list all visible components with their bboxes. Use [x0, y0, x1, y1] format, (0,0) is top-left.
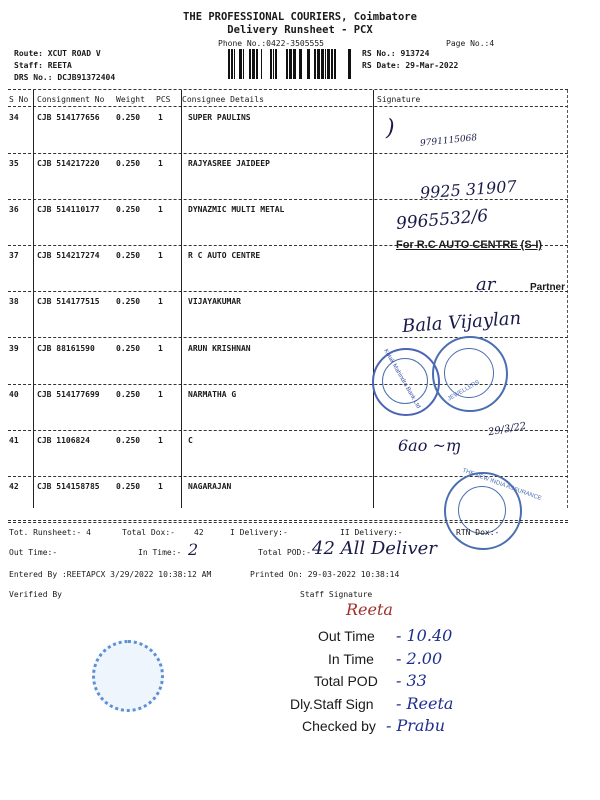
row-pcs: 1 — [158, 482, 163, 491]
row-consignment: CJB 514177699 — [37, 390, 100, 399]
barcode-bar — [228, 49, 230, 79]
barcode-bar — [273, 49, 274, 79]
rtn-dox: RTN Dox:- — [456, 528, 500, 537]
kotak-stamp-text: Kotak Mahindra Bank Ltd — [382, 348, 422, 410]
summary-in-time-label: In Time — [328, 651, 374, 667]
row-weight: 0.250 — [116, 297, 141, 306]
phone-number: Phone No.:0422-3505555 — [218, 39, 324, 48]
barcode-bar — [334, 49, 336, 79]
row-consignee: NARMATHA G — [188, 390, 237, 399]
rc-auto-stamp: For R.C AUTO CENTRE (S-I) — [396, 239, 543, 251]
in-time-label: In Time:- — [138, 548, 182, 557]
total-dox-value: 42 — [194, 528, 204, 537]
summary-out-time-label: Out Time — [318, 628, 375, 644]
row-consignment: CJB 88161590 — [37, 344, 95, 353]
row-weight: 0.250 — [116, 159, 141, 168]
col-consignee: Consignee Details — [182, 95, 264, 104]
hw-signature-38: ar — [476, 274, 496, 295]
row-consignee: NAGARAJAN — [188, 482, 232, 491]
row-separator — [8, 153, 568, 154]
hw-phone-1: 9791115068 — [419, 133, 478, 149]
row-consignment: CJB 1106824 — [37, 436, 90, 445]
row-sno: 34 — [9, 113, 19, 122]
row-consignment: CJB 514110177 — [37, 205, 100, 214]
kotak-stamp — [372, 348, 440, 416]
in-time-hw: 2 — [188, 540, 199, 559]
col-signature: Signature — [377, 95, 421, 104]
table-header-rule — [8, 106, 568, 107]
printed-on: Printed On: 29-03-2022 10:38:14 — [250, 570, 400, 579]
hw-date-41: 29/3/22 — [487, 420, 528, 439]
row-sno: 39 — [9, 344, 19, 353]
barcode-bar — [317, 49, 320, 79]
barcode-bar — [275, 49, 277, 79]
row-consignee: C — [188, 436, 193, 445]
row-consignment: CJB 514158785 — [37, 482, 100, 491]
barcode-bar — [307, 49, 310, 79]
row-sno: 40 — [9, 390, 19, 399]
entered-by: Entered By :REETAPCX 3/29/2022 10:38:12 AM — [9, 570, 212, 579]
runsheet-title: Delivery Runsheet - PCX — [227, 24, 373, 36]
hw-phone-2: 9925 31907 — [419, 176, 518, 203]
row-consignment: CJB 514217274 — [37, 251, 100, 260]
route: Route: XCUT ROAD V — [14, 49, 101, 58]
row-separator — [8, 430, 568, 431]
row-consignee: R C AUTO CENTRE — [188, 251, 261, 260]
barcode-bar — [321, 49, 324, 79]
row-consignment: CJB 514177656 — [37, 113, 100, 122]
row-weight: 0.250 — [116, 390, 141, 399]
row-pcs: 1 — [158, 159, 163, 168]
row-sno: 38 — [9, 297, 19, 306]
rs-number: RS No.: 913724 — [362, 49, 430, 58]
barcode-bar — [289, 49, 292, 79]
partner-stamp: Partner — [530, 282, 566, 293]
row-sno: 36 — [9, 205, 19, 214]
barcode-bar — [327, 49, 330, 79]
barcode-bar — [239, 49, 242, 79]
page-number: Page No.:4 — [446, 39, 495, 48]
row-weight: 0.250 — [116, 113, 141, 122]
verified-by: Verified By — [9, 590, 62, 599]
barcode-bar — [286, 49, 288, 79]
row-pcs: 1 — [158, 297, 163, 306]
staff-signature: Staff Signature — [300, 590, 373, 599]
row-weight: 0.250 — [116, 205, 141, 214]
i-delivery: I Delivery:- — [230, 528, 288, 537]
row-sno: 37 — [9, 251, 19, 260]
barcode-bar — [348, 49, 351, 79]
out-time-label: Out Time:- — [9, 548, 58, 557]
jewellers-stamp-text: JEWELLERS — [446, 379, 481, 403]
row-weight: 0.250 — [116, 251, 141, 260]
barcode-bar — [256, 49, 258, 79]
staff: Staff: REETA — [14, 61, 72, 70]
row-pcs: 1 — [158, 113, 163, 122]
summary-in-time-val: - 2.00 — [396, 649, 443, 668]
barcode-bar — [325, 49, 326, 79]
row-pcs: 1 — [158, 344, 163, 353]
total-dox-label: Total Dox:- — [122, 528, 175, 537]
barcode-bar — [249, 49, 251, 79]
hw-tick: ) — [386, 116, 395, 141]
col-consignment: Consignment No — [37, 95, 105, 104]
new-india-stamp-text: THE NEW INDIA ASSURANCE — [461, 467, 543, 503]
barcode-bar — [252, 49, 255, 79]
summary-initial: Reeta — [346, 600, 393, 619]
new-india-stamp — [444, 467, 543, 550]
summary-total-pod-val: - 33 — [396, 671, 427, 690]
company-name: THE PROFESSIONAL COURIERS, Coimbatore — [183, 11, 417, 23]
summary-staff-sign-val: - Reeta — [396, 694, 454, 713]
barcode-bar — [231, 49, 233, 79]
barcode-bar — [299, 49, 302, 79]
col-pcs: PCS — [156, 95, 171, 104]
ii-delivery: II Delivery:- — [340, 528, 403, 537]
barcode-bar — [243, 49, 244, 79]
summary-out-time-val: - 10.40 — [396, 626, 453, 645]
hw-phone-3: 9965532/6 — [395, 206, 489, 234]
drs-number: DRS No.: DCJB91372404 — [14, 73, 116, 82]
barcode-bar — [261, 49, 262, 79]
summary-checked-val: - Prabu — [386, 716, 445, 735]
barcode-bar — [331, 49, 333, 79]
barcode — [228, 49, 354, 79]
total-pod-hw: 42 All Deliver — [312, 538, 437, 559]
row-consignee: VIJAYAKUMAR — [188, 297, 241, 306]
summary-total-pod-label: Total POD — [314, 673, 378, 689]
table-bottom-rule — [8, 520, 568, 521]
row-sno: 41 — [9, 436, 19, 445]
row-pcs: 1 — [158, 205, 163, 214]
row-weight: 0.250 — [116, 436, 141, 445]
summary-staff-sign-label: Dly.Staff Sign — [290, 696, 374, 712]
row-consignment: CJB 514217220 — [37, 159, 100, 168]
row-consignment: CJB 514177515 — [37, 297, 100, 306]
barcode-bar — [314, 49, 316, 79]
row-separator — [8, 199, 568, 200]
rs-date: RS Date: 29-Mar-2022 — [362, 61, 459, 70]
row-pcs: 1 — [158, 390, 163, 399]
barcode-bar — [293, 49, 296, 79]
hw-bala: Bala Vijaylan — [401, 307, 522, 338]
row-pcs: 1 — [158, 251, 163, 260]
row-consignee: RAJYASREE JAIDEEP — [188, 159, 270, 168]
row-consignee: ARUN KRISHNAN — [188, 344, 251, 353]
row-weight: 0.250 — [116, 344, 141, 353]
col-sno: S No — [9, 95, 29, 104]
jewellers-stamp — [432, 336, 508, 412]
barcode-bar — [234, 49, 235, 79]
total-pod-label: Total POD:- — [258, 548, 311, 557]
hw-signature-41: 6ao ~ɱ — [398, 436, 462, 455]
table-top-rule — [8, 89, 568, 90]
row-weight: 0.250 — [116, 482, 141, 491]
barcode-bar — [270, 49, 272, 79]
row-pcs: 1 — [158, 436, 163, 445]
summary-checked-label: Checked by — [302, 718, 376, 734]
col-weight: Weight — [116, 95, 145, 104]
row-sno: 42 — [9, 482, 19, 491]
row-consignee: SUPER PAULINS — [188, 113, 251, 122]
row-consignee: DYNAZMIC MULTI METAL — [188, 205, 285, 214]
verified-stamp — [92, 640, 164, 712]
tot-runsheet: Tot. Runsheet:- 4 — [9, 528, 91, 537]
row-sno: 35 — [9, 159, 19, 168]
